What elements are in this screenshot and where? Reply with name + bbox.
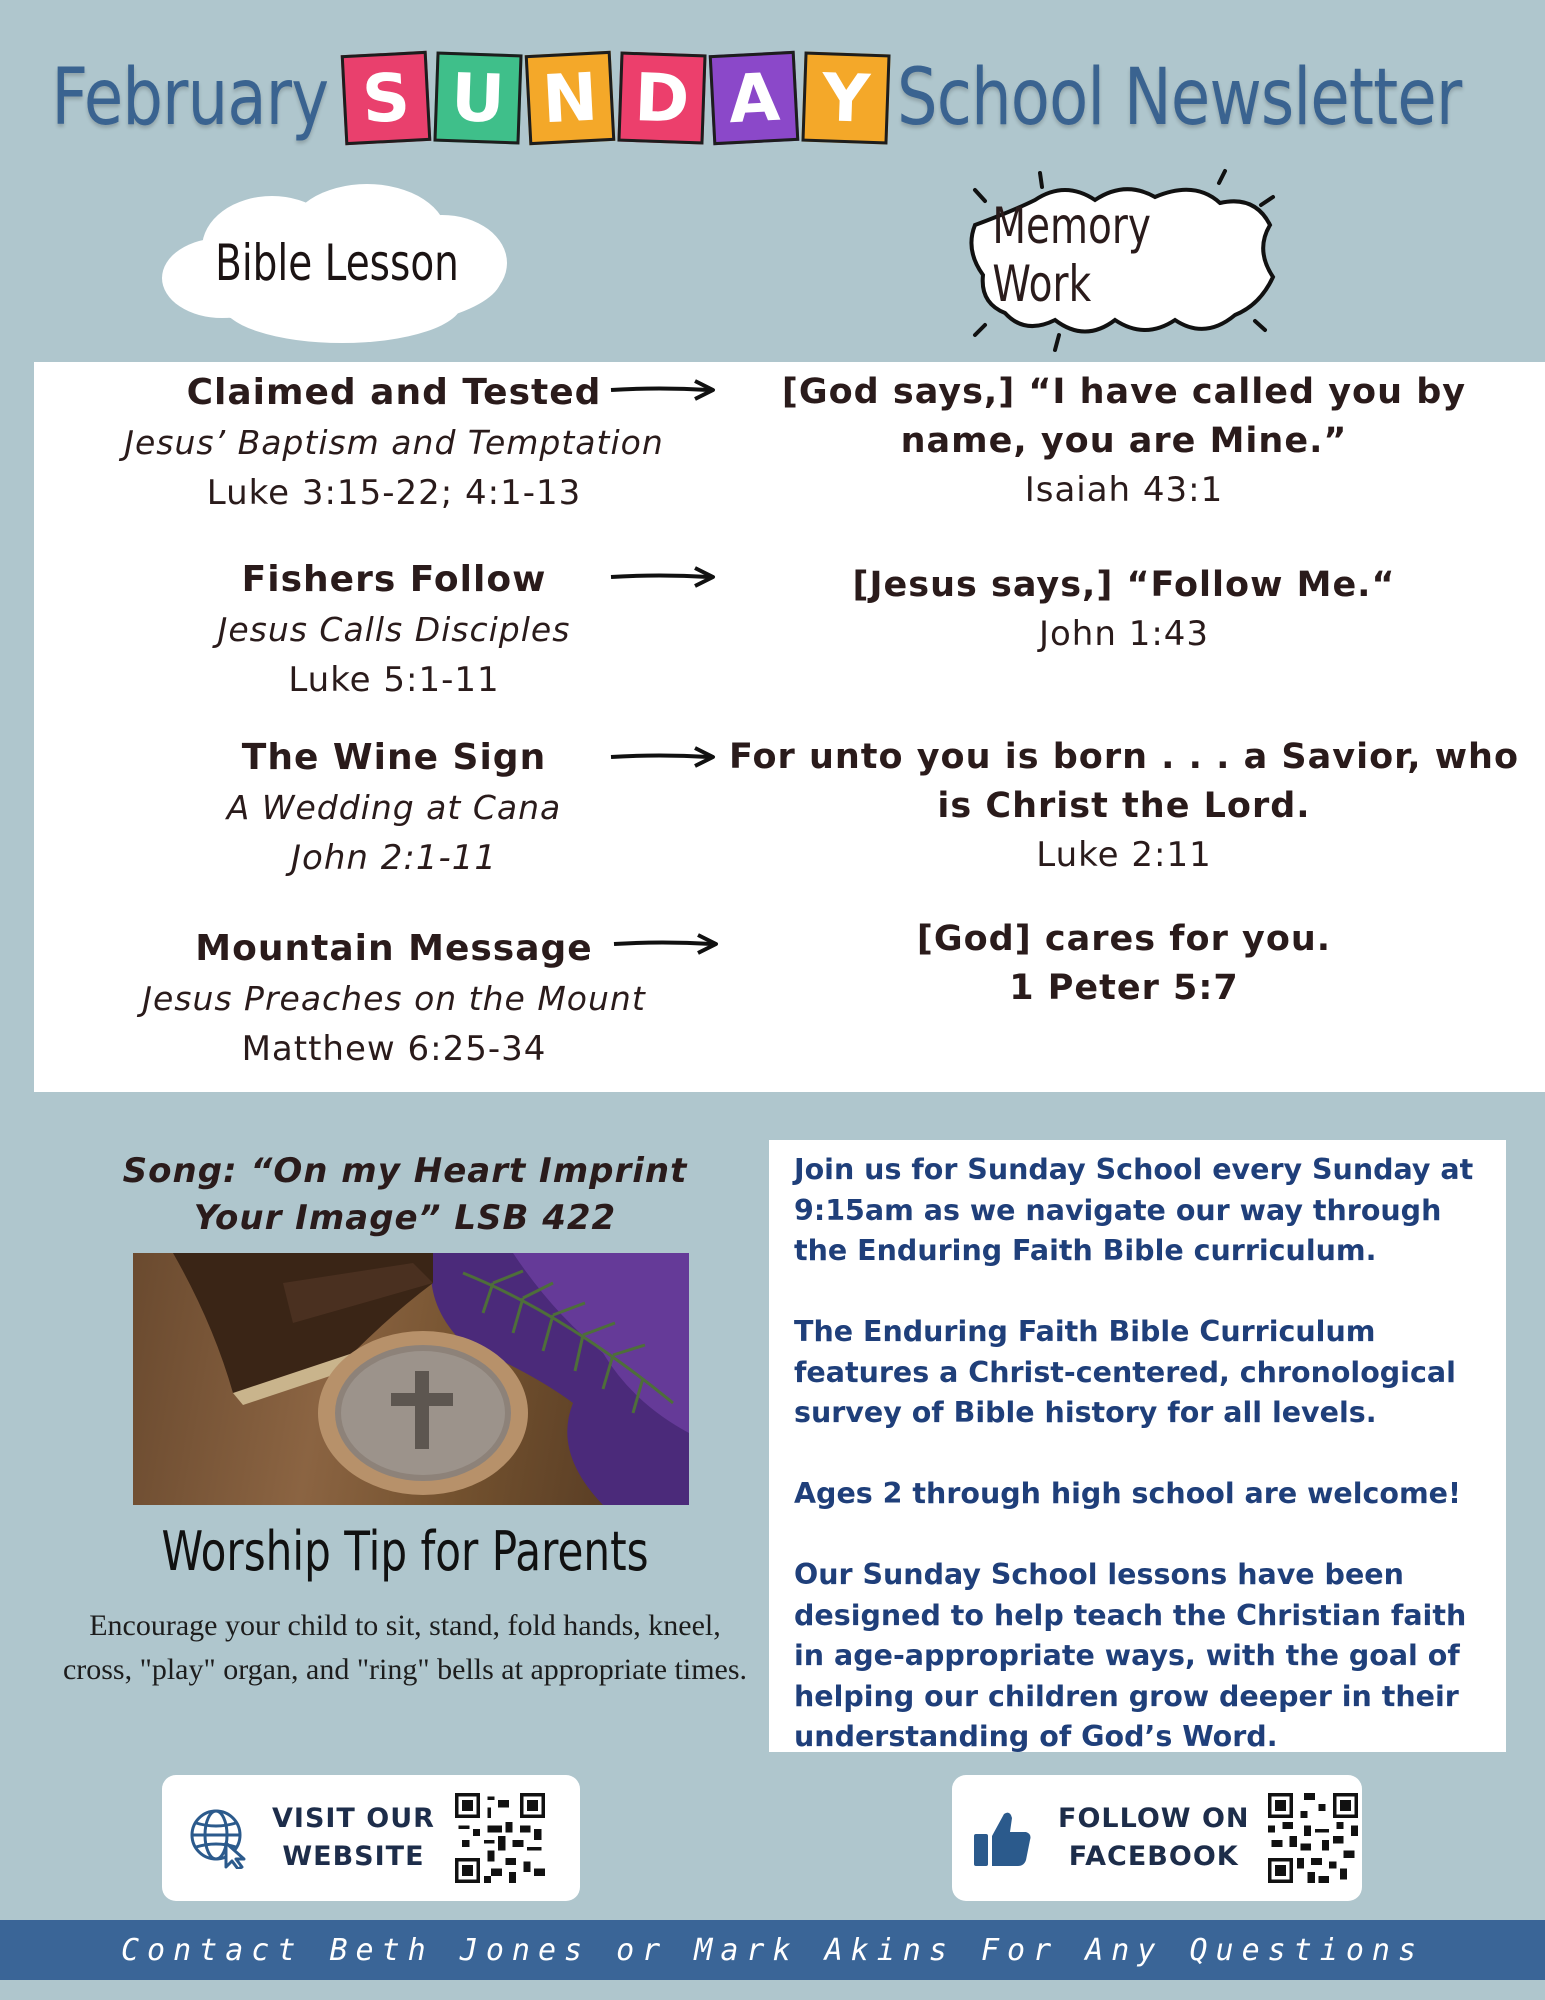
sunday-tile: U bbox=[434, 52, 523, 145]
worship-tip-text: Encourage your child to sit, stand, fold hands, kneel, cross, "play" organ, and "ring" bells at appropriate times. bbox=[62, 1609, 748, 1686]
memory-text: name, you are Mine.” bbox=[900, 421, 1348, 461]
arrow-icon bbox=[612, 932, 722, 956]
sunday-school-info bbox=[769, 1140, 1506, 1752]
worship-tip-heading: Worship Tip for Parents bbox=[161, 1520, 649, 1583]
lessons-panel bbox=[34, 362, 1545, 1092]
info-paragraph: Join us for Sunday School every Sunday at 9:15am as we navigate our way through the Enduring Faith Bible curriculum. bbox=[794, 1153, 1474, 1267]
song-line: Your Image” LSB 422 bbox=[193, 1198, 617, 1238]
card-line: FOLLOW ON bbox=[1058, 1803, 1250, 1834]
lesson-subtitle: Jesus Preaches on the Mount bbox=[142, 979, 646, 1018]
lesson-reference: Luke 5:1-11 bbox=[288, 660, 500, 700]
sunday-tile: N bbox=[525, 51, 616, 145]
memory-text: [God says,] “I have called you by bbox=[781, 372, 1467, 412]
title-month: February bbox=[51, 53, 329, 143]
lesson-title: Fishers Follow bbox=[241, 559, 547, 600]
memory-4 bbox=[724, 915, 1524, 1013]
song-title bbox=[60, 1148, 750, 1242]
info-paragraph: The Enduring Faith Bible Curriculum features a Christ-centered, chronological survey of Bible history for all levels. bbox=[794, 1315, 1456, 1429]
globe-cursor-icon bbox=[188, 1807, 250, 1869]
song-line: Song: “On my Heart Imprint bbox=[122, 1151, 688, 1191]
memory-text: [Jesus says,] “Follow Me.“ bbox=[852, 565, 1396, 605]
lesson-title: The Wine Sign bbox=[241, 737, 547, 778]
bible-lesson-cloud bbox=[152, 178, 522, 348]
lesson-title: Claimed and Tested bbox=[186, 372, 602, 413]
info-paragraph: Ages 2 through high school are welcome! bbox=[794, 1477, 1462, 1510]
lesson-subtitle: Jesus Calls Disciples bbox=[217, 610, 571, 649]
lesson-reference: Luke 3:15-22; 4:1-13 bbox=[206, 473, 582, 513]
follow-facebook-label bbox=[1058, 1800, 1250, 1876]
memory-work-label: Memory Work bbox=[992, 197, 1152, 313]
lesson-reference: Matthew 6:25-34 bbox=[241, 1029, 547, 1069]
memory-reference: Isaiah 43:1 bbox=[1024, 470, 1224, 510]
lesson-reference: John 2:1-11 bbox=[291, 838, 497, 878]
visit-website-card[interactable] bbox=[162, 1775, 580, 1901]
lesson-subtitle: A Wedding at Cana bbox=[226, 788, 562, 827]
card-line: WEBSITE bbox=[282, 1841, 425, 1872]
photo-illustration bbox=[133, 1253, 689, 1505]
newsletter-title bbox=[0, 38, 1545, 158]
sunday-tile: D bbox=[618, 52, 707, 145]
facebook-qr-code[interactable] bbox=[1268, 1793, 1358, 1883]
arrow-icon bbox=[609, 745, 719, 769]
sunday-tile: Y bbox=[802, 52, 891, 145]
thumbs-up-icon bbox=[970, 1806, 1034, 1870]
memory-reference: Luke 2:11 bbox=[1036, 835, 1212, 875]
follow-facebook-card[interactable] bbox=[952, 1775, 1362, 1901]
website-qr-code[interactable] bbox=[455, 1793, 545, 1883]
contact-footer: Contact Beth Jones or Mark Akins For Any Questions bbox=[0, 1920, 1545, 1980]
memory-2 bbox=[724, 561, 1524, 659]
title-rest: School Newsletter bbox=[897, 53, 1462, 143]
memory-work-burst bbox=[955, 165, 1295, 355]
memory-text: For unto you is born . . . a Savior, who bbox=[728, 737, 1520, 777]
memory-reference: John 1:43 bbox=[1038, 614, 1210, 654]
memory-text: is Christ the Lord. bbox=[937, 786, 1311, 826]
arrow-icon bbox=[609, 378, 719, 402]
memory-reference: 1 Peter 5:7 bbox=[1009, 968, 1239, 1008]
memory-3 bbox=[724, 733, 1524, 880]
memory-1 bbox=[724, 368, 1524, 515]
sunday-tiles bbox=[343, 53, 889, 143]
info-paragraph: Our Sunday School lessons have been designed to help teach the Christian faith in age-appropriate ways, with the goal of helping our children grow deeper in their understanding of God’s Word. bbox=[794, 1558, 1467, 1753]
sunday-tile: S bbox=[341, 51, 432, 145]
memory-text: [God] cares for you. bbox=[916, 919, 1332, 959]
lesson-subtitle: Jesus’ Baptism and Temptation bbox=[124, 423, 664, 462]
lesson-title: Mountain Message bbox=[195, 928, 593, 969]
ash-cross-photo bbox=[133, 1253, 689, 1505]
sunday-tile: A bbox=[709, 51, 800, 145]
arrow-icon bbox=[609, 565, 719, 589]
bible-lesson-label: Bible Lesson bbox=[215, 234, 459, 292]
visit-website-label bbox=[272, 1800, 435, 1876]
card-line: FACEBOOK bbox=[1068, 1841, 1239, 1872]
card-line: VISIT OUR bbox=[272, 1803, 435, 1834]
